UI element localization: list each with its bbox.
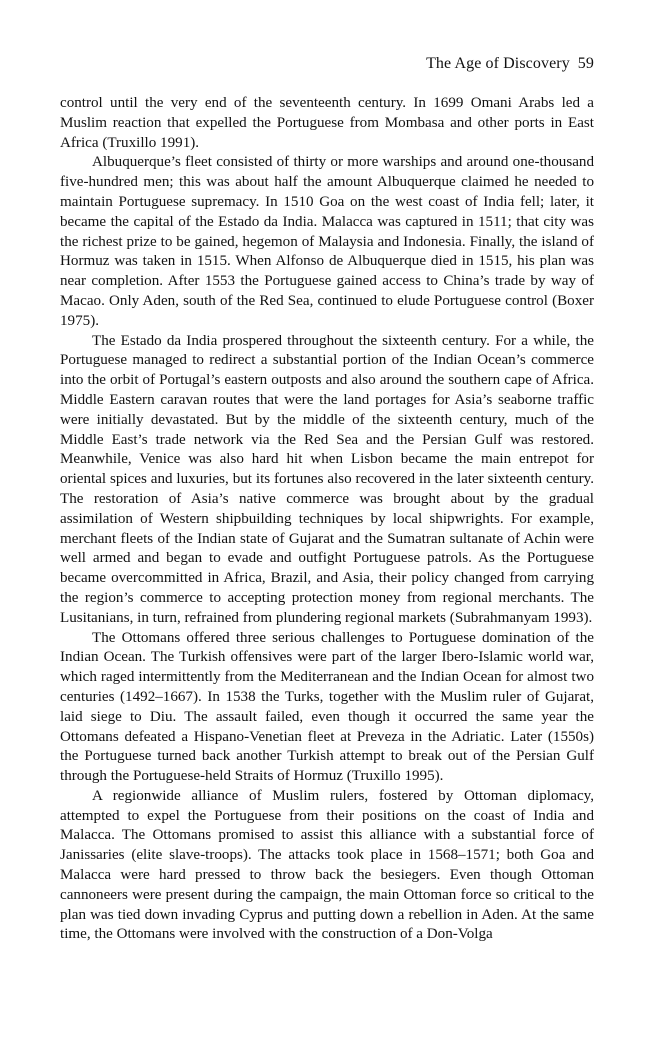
paragraph-muslim-alliance: A regionwide alliance of Muslim rulers, fostered by Ottoman diplomacy, attempted to expel the Portuguese from their positions on the coast of India and Malacca. The Ottomans promised to assist this alliance with a substantial force of Janissaries (elite slave-troops). The attacks took place in 1568–1571; both Goa and Malacca were hard pressed to throw back the besiegers. Even though Ottoman cannoneers were present during the campaign, the main Ottoman force so critical to the plan was tied down invading Cyprus and putting down a rebellion in Aden. At the same time, the Ottomans were involved with the construction of a Don-Volga [60,787,594,943]
body-text [60,94,594,945]
book-page [60,54,594,945]
running-header [60,54,594,74]
paragraph-continuation: control until the very end of the seventeenth century. In 1699 Omani Arabs led a Muslim reaction that expelled the Portuguese from Mombasa and other ports in East Africa (Truxillo 1991). [60,95,594,151]
running-title: The Age of Discovery [426,55,570,72]
paragraph-ottoman-challenges: The Ottomans offered three serious challenges to Portuguese domination of the Indian Ocean. The Turkish offensives were part of the larger Ibero-Islamic world war, which raged intermittently from the Mediterranean and the Indian Ocean for almost two centuries (1492–1667). In 1538 the Turks, together with the Muslim ruler of Gujarat, laid siege to Diu. The assault failed, even though it occurred the same year the Ottomans defeated a Hispano-Venetian fleet at Preveza in the Adriatic. Later (1550s) the Portuguese turned back another Turkish attempt to break out of the Persian Gulf through the Portuguese-held Straits of Hormuz (Truxillo 1995). [60,629,594,785]
paragraph-albuquerque-fleet: Albuquerque’s fleet consisted of thirty or more warships and around one-thousand five-hundred men; this was about half the amount Albuquerque claimed he needed to maintain Portuguese supremacy. In 1510 Goa on the west coast of India fell; later, it became the capital of the Estado da India. Malacca was captured in 1511; that city was the richest prize to be gained, hegemon of Malaysia and Indonesia. Finally, the island of Hormuz was taken in 1515. When Alfonso de Albuquerque died in 1515, his plan was near completion. After 1553 the Portuguese gained access to China’s trade by way of Macao. Only Aden, south of the Red Sea, continued to elude Portuguese control (Boxer 1975). [60,154,594,329]
paragraph-estado-da-india: The Estado da India prospered throughout the sixteenth century. For a while, the Portuguese managed to redirect a substantial portion of the Indian Ocean’s commerce into the orbit of Portugal’s eastern outposts and also around the southern cape of Africa. Middle Eastern caravan routes that were the land portages for Asia’s seaborne traffic were initially devastated. But by the middle of the sixteenth century, much of the Middle East’s trade network via the Red Sea and the Persian Gulf was restored. Meanwhile, Venice was also hard hit when Lisbon became the main entrepot for oriental spices and luxuries, but its fortunes also recovered in the later sixteenth century. The restoration of Asia’s native commerce was brought about by the gradual assimilation of Western shipbuilding techniques by local shipwrights. For example, merchant fleets of the Indian state of Gujarat and the Sumatran sultanate of Achin were well armed and began to evade and outfight Portuguese patrols. As the Portuguese became overcommitted in Africa, Brazil, and Asia, their policy changed from carrying the region’s commerce to accepting protection money from regional merchants. The Lusitanians, in turn, refrained from plundering regional markets (Subrahmanyam 1993). [60,332,594,626]
page-number: 59 [577,55,594,72]
